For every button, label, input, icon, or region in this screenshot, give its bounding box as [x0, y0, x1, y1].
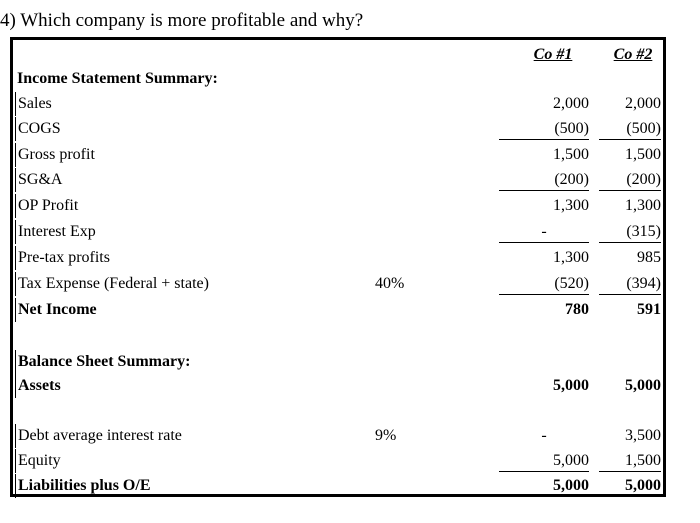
co1-value: 2,000 — [553, 95, 589, 112]
table-row — [13, 92, 663, 116]
co1-value: 5,000 — [499, 449, 589, 472]
column-header-co2: Co #2 — [613, 46, 653, 63]
balance-sheet-heading-row — [13, 350, 663, 374]
row-label: Debt average interest rate — [15, 424, 182, 448]
co2-value: (200) — [599, 168, 661, 191]
co2-value: 1,300 — [625, 197, 661, 214]
co2-value: 591 — [637, 301, 661, 318]
row-label: Liabilities plus O/E — [15, 474, 150, 498]
co2-value: 5,000 — [625, 477, 661, 494]
row-label: Pre-tax profits — [15, 246, 110, 270]
co2-value: (394) — [599, 272, 661, 295]
table-row — [13, 298, 663, 322]
row-label: Net Income — [15, 298, 97, 322]
co2-value: 985 — [637, 249, 661, 266]
row-label: OP Profit — [15, 194, 78, 218]
table-row — [13, 143, 663, 167]
table-row — [13, 272, 663, 296]
co1-value: (520) — [499, 272, 589, 295]
co2-value: 1,500 — [599, 449, 661, 472]
table-row — [13, 220, 663, 244]
row-label: Gross profit — [15, 143, 95, 167]
column-header-row — [13, 43, 663, 67]
interest-rate-value: 9% — [375, 427, 397, 444]
table-row — [13, 424, 663, 448]
table-row — [13, 194, 663, 218]
co1-value: 780 — [565, 301, 589, 318]
co2-value: (500) — [599, 117, 661, 140]
co1-value: (500) — [499, 117, 589, 140]
co2-value: 1,500 — [625, 146, 661, 163]
co2-value: (315) — [599, 220, 661, 243]
table-row — [13, 374, 663, 398]
row-label: Assets — [15, 374, 61, 398]
balance-sheet-heading: Balance Sheet Summary: — [15, 350, 190, 374]
co2-value: 5,000 — [625, 377, 661, 394]
co1-value: 1,300 — [553, 197, 589, 214]
income-statement-heading: Income Statement Summary: — [17, 70, 218, 87]
co1-value: 5,000 — [553, 377, 589, 394]
question-text: 4) Which company is more profitable and why? — [0, 10, 364, 31]
co1-value: - — [541, 427, 547, 444]
co1-value: - — [499, 220, 589, 243]
tax-rate-value: 40% — [375, 275, 405, 292]
co1-value: (200) — [499, 168, 589, 191]
row-label: Interest Exp — [15, 220, 96, 244]
row-label: Sales — [15, 92, 52, 116]
row-label: SG&A — [15, 168, 62, 192]
row-label: Equity — [15, 449, 61, 473]
co2-value: 2,000 — [625, 95, 661, 112]
financial-summary-table — [10, 37, 666, 497]
co2-value: 3,500 — [625, 427, 661, 444]
row-label: Tax Expense (Federal + state) — [15, 272, 209, 296]
income-statement-heading-row — [13, 67, 663, 91]
table-row — [13, 246, 663, 270]
table-row — [13, 117, 663, 141]
co1-value: 5,000 — [553, 477, 589, 494]
table-row — [13, 474, 663, 498]
co1-value: 1,300 — [553, 249, 589, 266]
co1-value: 1,500 — [553, 146, 589, 163]
table-row — [13, 168, 663, 192]
column-header-co1: Co #1 — [533, 46, 573, 63]
table-row — [13, 449, 663, 473]
row-label: COGS — [15, 117, 61, 141]
